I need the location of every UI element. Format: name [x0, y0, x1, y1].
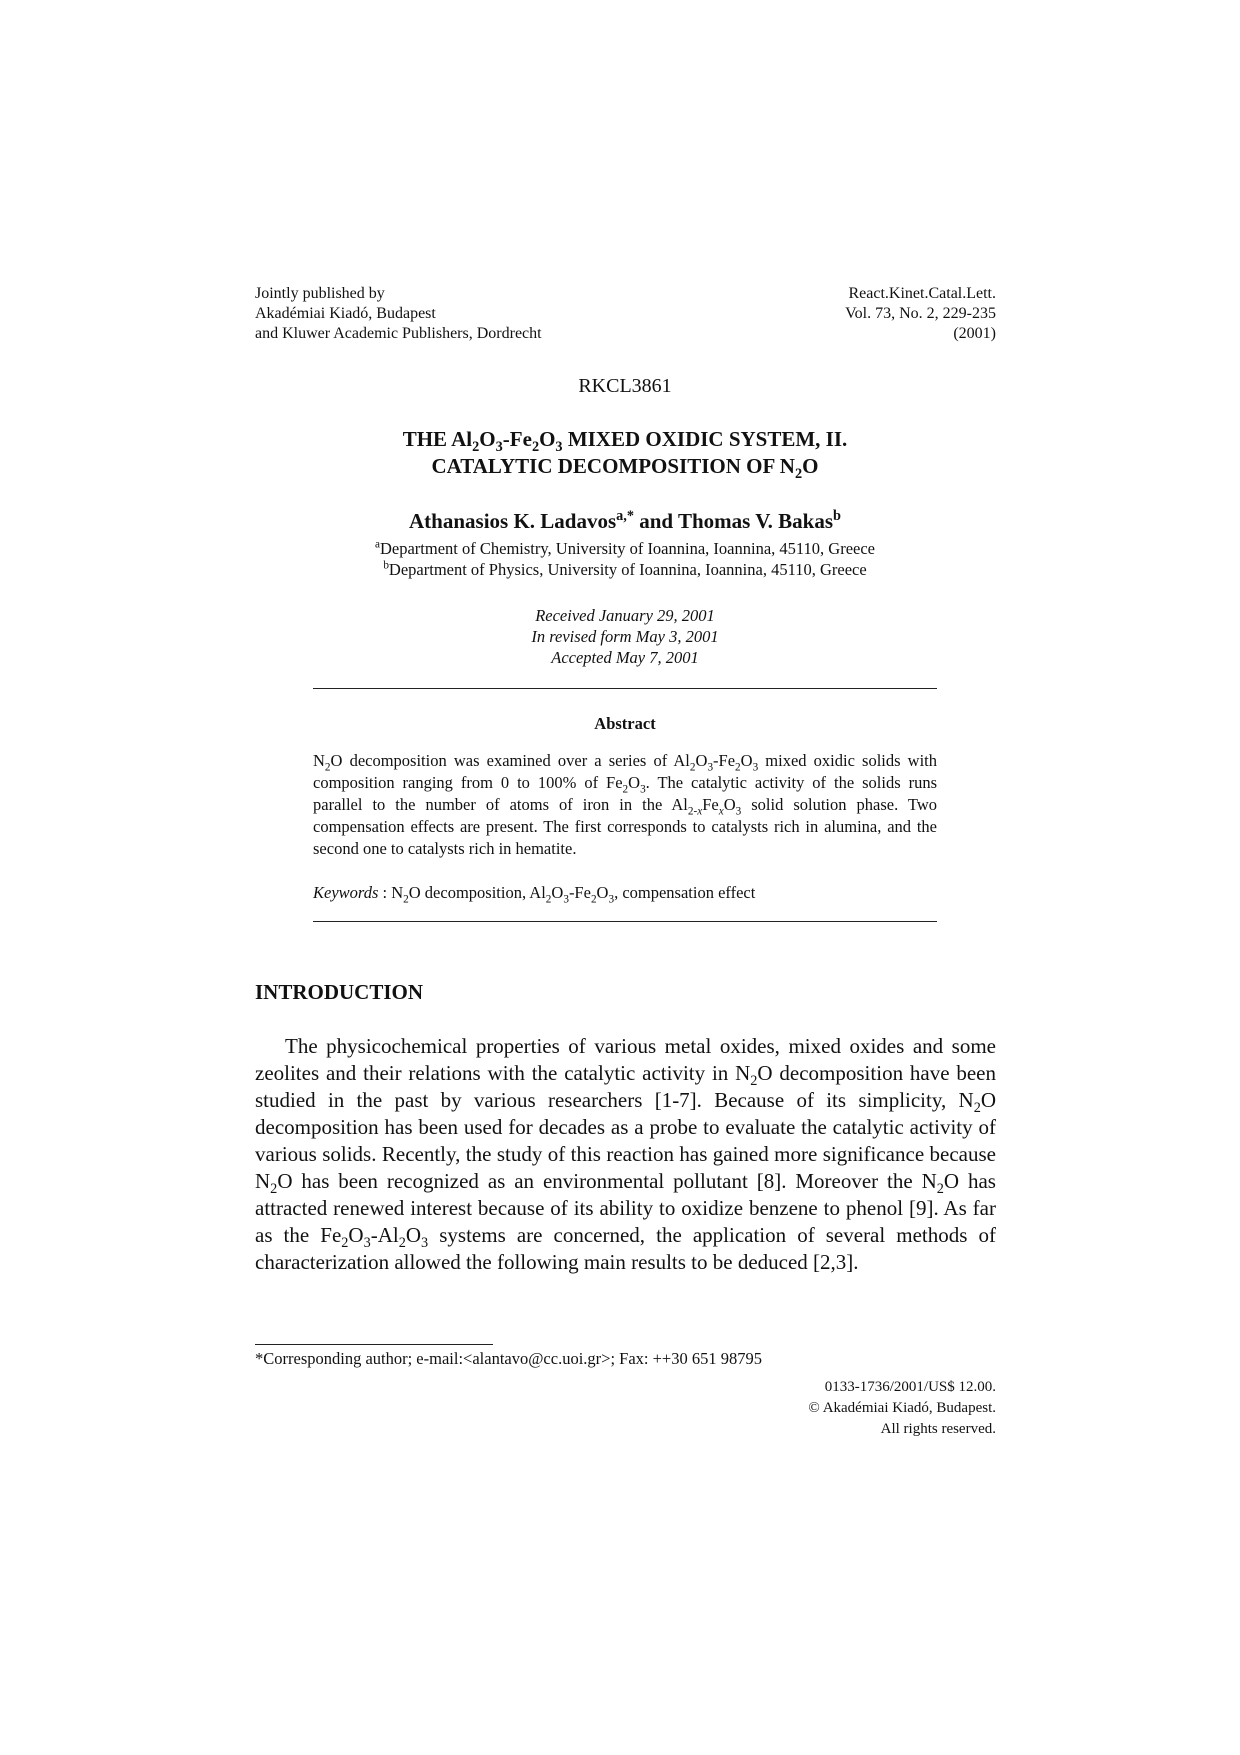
abstract-heading: Abstract: [594, 714, 656, 733]
copyright-line: 0133-1736/2001/US$ 12.00.: [824, 1379, 996, 1395]
received-date: Received January 29, 2001: [535, 606, 715, 625]
affiliations: [0, 538, 1240, 580]
publisher-line: and Kluwer Academic Publishers, Dordrecht: [255, 325, 542, 342]
copyright-line: All rights reserved.: [880, 1421, 996, 1437]
authors: Athanasios K. Ladavos$^{a,*}$ and Thomas V. Bakas$^b$: [409, 508, 841, 533]
footnote: *Corresponding author; e-mail:<alantavo@cc.uoi.gr>; Fax: ++30 651 98795: [255, 1349, 762, 1368]
author-1: Athanasios K. Ladavos: [409, 509, 617, 533]
accepted-date: Accepted May 7, 2001: [551, 648, 699, 667]
author-2: and Thomas V. Bakas: [634, 509, 834, 533]
publisher-line: Jointly published by: [255, 285, 385, 302]
introduction-text: The physicochemical properties of various metal oxides, mixed oxides and some zeolites and their relations with the catalytic activity in $N_2O$ decomposition have been studied in the past by various researchers [1-7]. Because of its simplicity, $N_2O$ decomposition has been used for decades as a probe to evaluate the catalytic activity of various solids. Recently, the study of this reaction has gained more significance because $N_2O$ has been recognized as an environmental pollutant [8]. Moreover the $N_2O$ has attracted renewed interest because of its ability to oxidize benzene to phenol [9]. As far as the $Fe_2O_3-Al_2O_3$ systems are concerned, the application of several methods of characterization allowed the following main results to be deduced [2,3].: [255, 1034, 996, 1274]
copyright-line: © Akadémiai Kiadó, Budapest.: [808, 1400, 996, 1416]
affiliation: $^b$Department of Physics, University of Ioannina, Ioannina, 45110, Greece: [383, 559, 867, 579]
publisher-info: [255, 284, 542, 344]
keywords-label: Keywords: [313, 883, 379, 902]
article-code: RKCL3861: [578, 375, 672, 397]
keywords: Keywords : $N_2O$ decomposition, $Al_2O_3-Fe_2O_3$, compensation effect: [313, 883, 756, 906]
section-heading: INTRODUCTION: [255, 980, 424, 1004]
abstract-top-rule: [313, 688, 937, 689]
copyright: [700, 1377, 996, 1440]
revised-date: In revised form May 3, 2001: [531, 627, 719, 646]
dates: [0, 605, 1240, 668]
publisher-line: Akadémiai Kiadó, Budapest: [255, 305, 436, 322]
footnote-rule: [255, 1344, 493, 1345]
journal-line: React.Kinet.Catal.Lett.: [848, 285, 996, 302]
journal-line: (2001): [953, 325, 996, 342]
title-line-1: THE $Al_2O_3-Fe_2O_3$ MIXED OXIDIC SYSTEM, II.: [402, 427, 848, 456]
paper-title: [0, 426, 1240, 483]
abstract-bottom-rule: [313, 921, 937, 922]
affiliation: $^a$Department of Chemistry, University of Ioannina, Ioannina, 45110, Greece: [375, 538, 875, 558]
abstract-text: $N_2O$ decomposition was examined over a series of $Al_2O_3-Fe_2O_3$ mixed oxidic solids with composition ranging from 0 to 100% of $Fe_2O_3$. The catalytic activity of the solids runs parallel to the number of atoms of iron in the $Al_{2-x}Fe_xO_3$ solid solution phase. Two compensation effects are present. The first corresponds to catalysts rich in alumina, and the second one to catalysts rich in hematite.: [313, 751, 937, 858]
title-line-2: CATALYTIC DECOMPOSITION OF $N_2O$: [431, 454, 819, 483]
journal-info: [780, 284, 996, 344]
journal-line: Vol. 73, No. 2, 229-235: [845, 305, 996, 322]
